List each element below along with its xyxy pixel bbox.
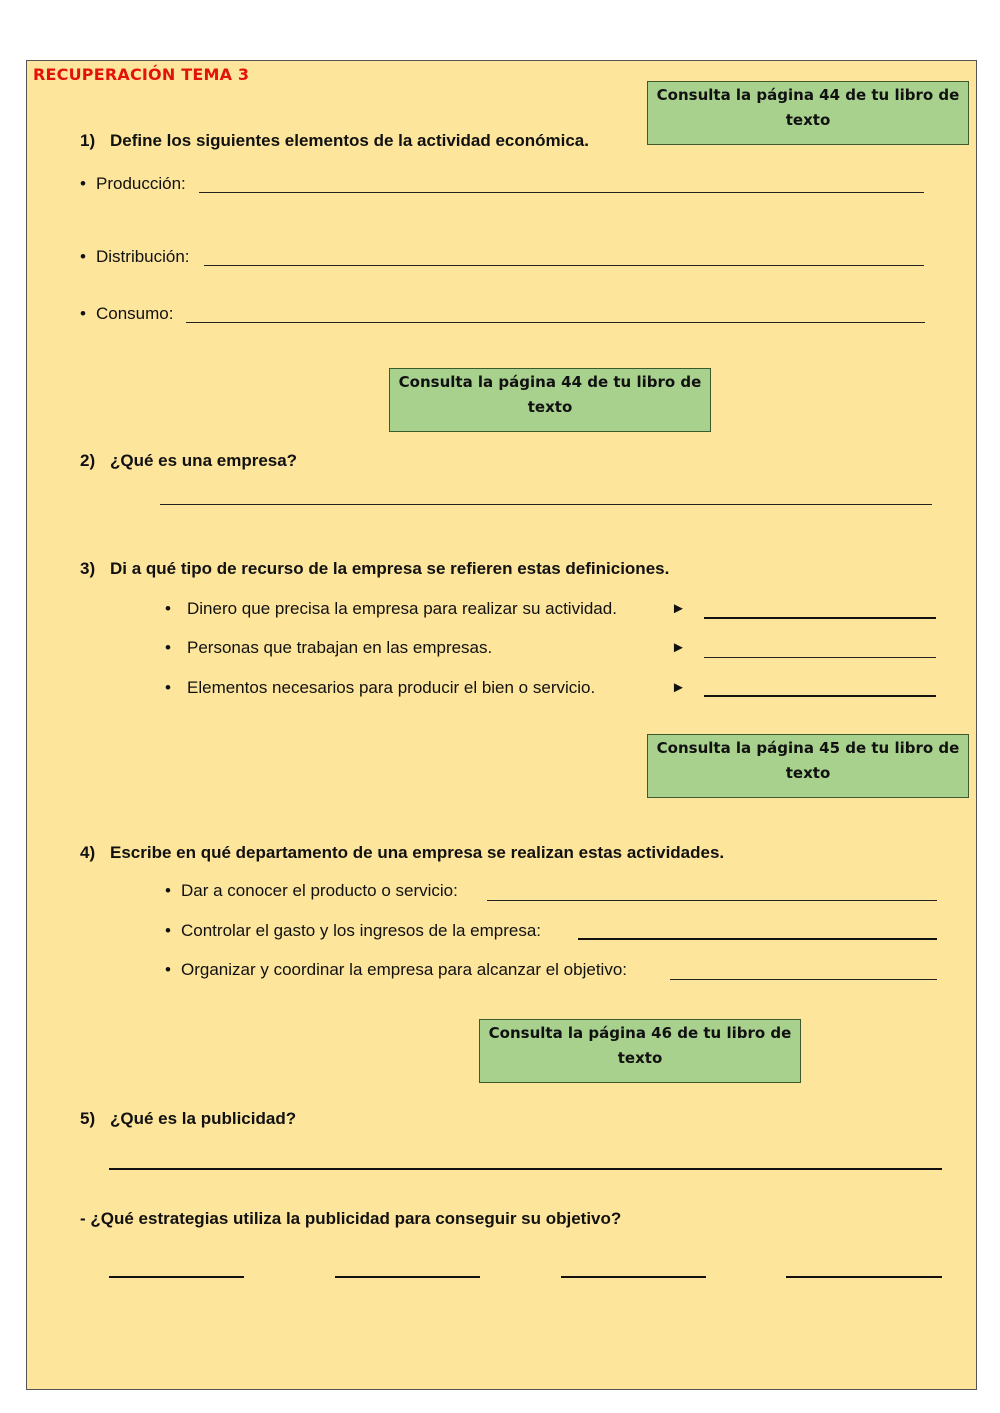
q1-item-consumo [80, 304, 173, 324]
question-text: Escribe en qué departamento de una empresa se realizan estas actividades. [110, 843, 725, 862]
answer-line-recurso-1[interactable] [704, 617, 936, 619]
bullet-icon: • [80, 247, 86, 266]
question-2 [80, 451, 297, 471]
item-label: Distribución: [96, 247, 190, 266]
q4-item-1 [165, 881, 458, 901]
bullet-icon: • [165, 960, 171, 979]
answer-line-estrategia-1[interactable] [109, 1276, 244, 1278]
arrow-right-icon: ► [671, 600, 686, 617]
question-5-sub: - ¿Qué estrategias utiliza la publicidad para conseguir su objetivo? [80, 1209, 622, 1228]
worksheet-title: RECUPERACIÓN TEMA 3 [33, 65, 250, 84]
bullet-icon: • [80, 174, 86, 193]
answer-line-departamento-2[interactable] [578, 938, 937, 940]
reference-note-4: Consulta la página 46 de tu libro de texto [479, 1019, 801, 1083]
answer-line-empresa[interactable] [160, 504, 932, 505]
question-number: 3) [80, 559, 96, 578]
answer-line-produccion[interactable] [199, 192, 924, 193]
bullet-icon: • [165, 881, 171, 900]
bullet-icon: • [165, 599, 171, 618]
answer-line-departamento-1[interactable] [487, 900, 937, 901]
item-label: Dinero que precisa la empresa para realizar su actividad. [187, 599, 617, 618]
question-5 [80, 1109, 296, 1129]
answer-line-departamento-3[interactable] [670, 979, 937, 980]
answer-line-estrategia-3[interactable] [561, 1276, 706, 1278]
reference-note-1: Consulta la página 44 de tu libro de texto [647, 81, 969, 145]
answer-line-distribucion[interactable] [204, 265, 924, 266]
q3-item-2 [165, 638, 492, 658]
answer-line-consumo[interactable] [186, 322, 925, 323]
arrow-right-icon: ► [671, 679, 686, 696]
question-number: 4) [80, 843, 96, 862]
answer-line-estrategia-4[interactable] [786, 1276, 942, 1278]
answer-line-publicidad[interactable] [109, 1168, 942, 1170]
bullet-icon: • [165, 638, 171, 657]
reference-note-3: Consulta la página 45 de tu libro de texto [647, 734, 969, 798]
question-number: 5) [80, 1109, 96, 1128]
question-3 [80, 559, 669, 579]
q1-item-produccion [80, 174, 186, 194]
q3-item-3 [165, 678, 595, 698]
item-label: Controlar el gasto y los ingresos de la empresa: [181, 921, 542, 940]
question-text: Di a qué tipo de recurso de la empresa se refieren estas definiciones. [110, 559, 670, 578]
bullet-icon: • [80, 304, 86, 323]
answer-line-recurso-2[interactable] [704, 657, 936, 658]
bullet-icon: • [165, 678, 171, 697]
item-label: Elementos necesarios para producir el bien o servicio. [187, 678, 596, 697]
item-label: Producción: [96, 174, 186, 193]
question-text: ¿Qué es la publicidad? [110, 1109, 297, 1128]
arrow-right-icon: ► [671, 639, 686, 656]
q1-item-distribucion [80, 247, 190, 267]
item-label: Personas que trabajan en las empresas. [187, 638, 493, 657]
q3-item-1 [165, 599, 617, 619]
answer-line-recurso-3[interactable] [704, 695, 936, 697]
worksheet-page [26, 60, 977, 1390]
reference-note-2: Consulta la página 44 de tu libro de texto [389, 368, 711, 432]
q4-item-2 [165, 921, 541, 941]
question-4 [80, 843, 724, 863]
question-1 [80, 131, 589, 151]
question-text: Define los siguientes elementos de la actividad económica. [110, 131, 589, 150]
item-label: Organizar y coordinar la empresa para alcanzar el objetivo: [181, 960, 628, 979]
question-number: 2) [80, 451, 96, 470]
question-number: 1) [80, 131, 96, 150]
q4-item-3 [165, 960, 627, 980]
question-text: ¿Qué es una empresa? [110, 451, 298, 470]
item-label: Dar a conocer el producto o servicio: [181, 881, 458, 900]
bullet-icon: • [165, 921, 171, 940]
answer-line-estrategia-2[interactable] [335, 1276, 480, 1278]
item-label: Consumo: [96, 304, 174, 323]
